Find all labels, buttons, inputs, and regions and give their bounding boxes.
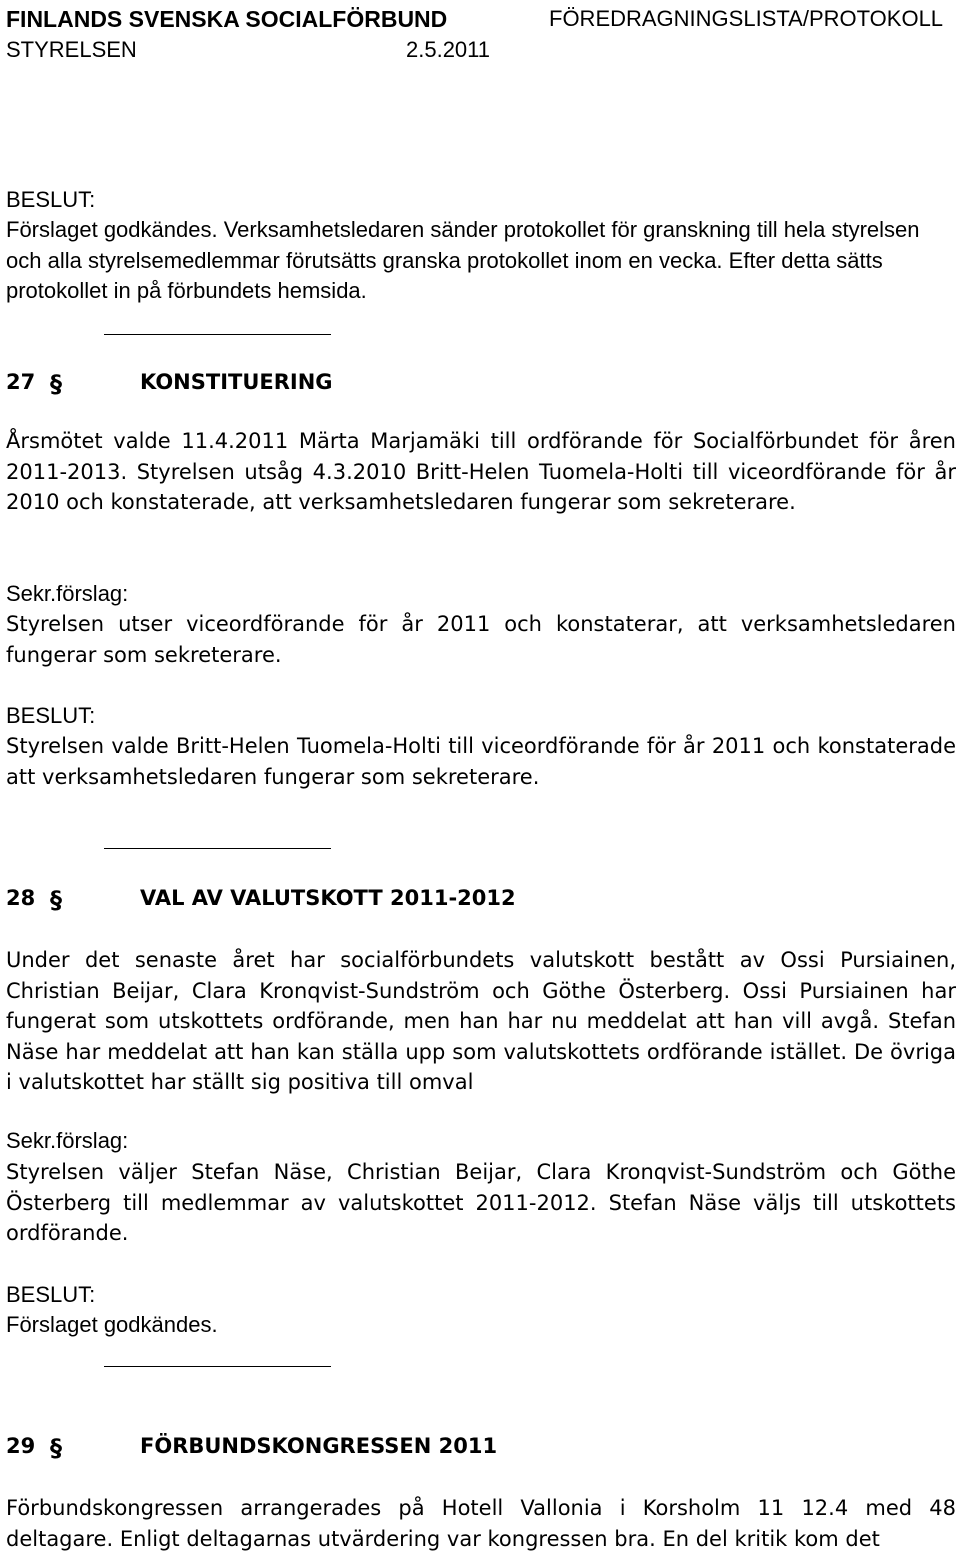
section-sign-icon (48, 1434, 68, 1460)
org-name: FINLANDS SVENSKA SOCIALFÖRBUND (6, 6, 448, 32)
intro-decision-label: BESLUT: (6, 187, 96, 212)
decision-text: Förslaget godkändes. (6, 1312, 218, 1337)
decision-label: BESLUT: (6, 703, 96, 728)
section-divider (104, 334, 331, 335)
section-heading-28 (6, 883, 906, 913)
intro-decision-text: Förslaget godkändes. Verksamhetsledaren sänder protokollet för granskning till hela styrelsen och alla styrelsemedlemmar förutsätts granska protokollet inom en vecka. Efter detta sätts protokollet in på förbundets hemsida. (6, 217, 920, 303)
proposal-text: Styrelsen väljer Stefan Näse, Christian Beijar, Clara Kronqvist-Sundström och Göthe Österberg till medlemmar av valutskottet 2011-2012. Stefan Näse väljs till utskottets ordförande. (6, 1160, 956, 1245)
section-number: 27 (6, 370, 36, 394)
doc-type: FÖREDRAGNINGSLISTA/PROTOKOLL (549, 6, 944, 31)
section-title: VAL AV VALUTSKOTT 2011-2012 (140, 886, 516, 910)
svg-text:§: § (50, 370, 62, 396)
svg-text:§: § (50, 886, 62, 912)
decision-label: BESLUT: (6, 1282, 96, 1307)
decision-text: Styrelsen valde Britt-Helen Tuomela-Holti till viceordförande för år 2011 och konstaterade att verksamhetsledaren fungerar som sekreterare. (6, 734, 956, 789)
svg-text:§: § (50, 1434, 62, 1460)
board-name: STYRELSEN (6, 37, 137, 62)
section-heading-29 (6, 1431, 906, 1461)
section-number: 29 (6, 1434, 36, 1458)
section-sign-icon (48, 370, 68, 396)
proposal-text: Styrelsen utser viceordförande för år 2011 och konstaterar, att verksamhetsledaren fungerar som sekreterare. (6, 612, 956, 667)
proposal-label: Sekr.förslag: (6, 581, 129, 606)
section-divider (104, 848, 331, 849)
meeting-date: 2.5.2011 (406, 37, 491, 62)
section-body: Under det senaste året har socialförbundets valutskott bestått av Ossi Pursiainen, Christian Beijar, Clara Kronqvist-Sundström och Göthe Österberg. Ossi Pursiainen har fungerat som utskottets ordförande, men han har nu meddelat att han vill avgå. Stefan Näse har meddelat att han kan ställa upp som valutskottets ordförande istället. De övriga i valutskottet har ställt sig positiva till omval (6, 948, 956, 1094)
section-heading-27 (6, 367, 906, 397)
section-sign-icon (48, 886, 68, 912)
section-body: Årsmötet valde 11.4.2011 Märta Marjamäki till ordförande för Socialförbundet för åren 2011-2013. Styrelsen utsåg 4.3.2010 Britt-Helen Tuomela-Holti till viceordförande för år 2010 och konstaterade, att verksamhetsledaren fungerar som sekreterare. (6, 429, 956, 514)
section-title: FÖRBUNDSKONGRESSEN 2011 (140, 1434, 498, 1458)
section-number: 28 (6, 886, 36, 910)
section-title: KONSTITUERING (140, 370, 333, 394)
section-body: Förbundskongressen arrangerades på Hotell Vallonia i Korsholm 11 12.4 med 48 deltagare. Enligt deltagarnas utvärdering var kongressen bra. En del kritik kom det (6, 1496, 956, 1551)
proposal-label: Sekr.förslag: (6, 1128, 129, 1153)
section-divider (104, 1366, 331, 1367)
